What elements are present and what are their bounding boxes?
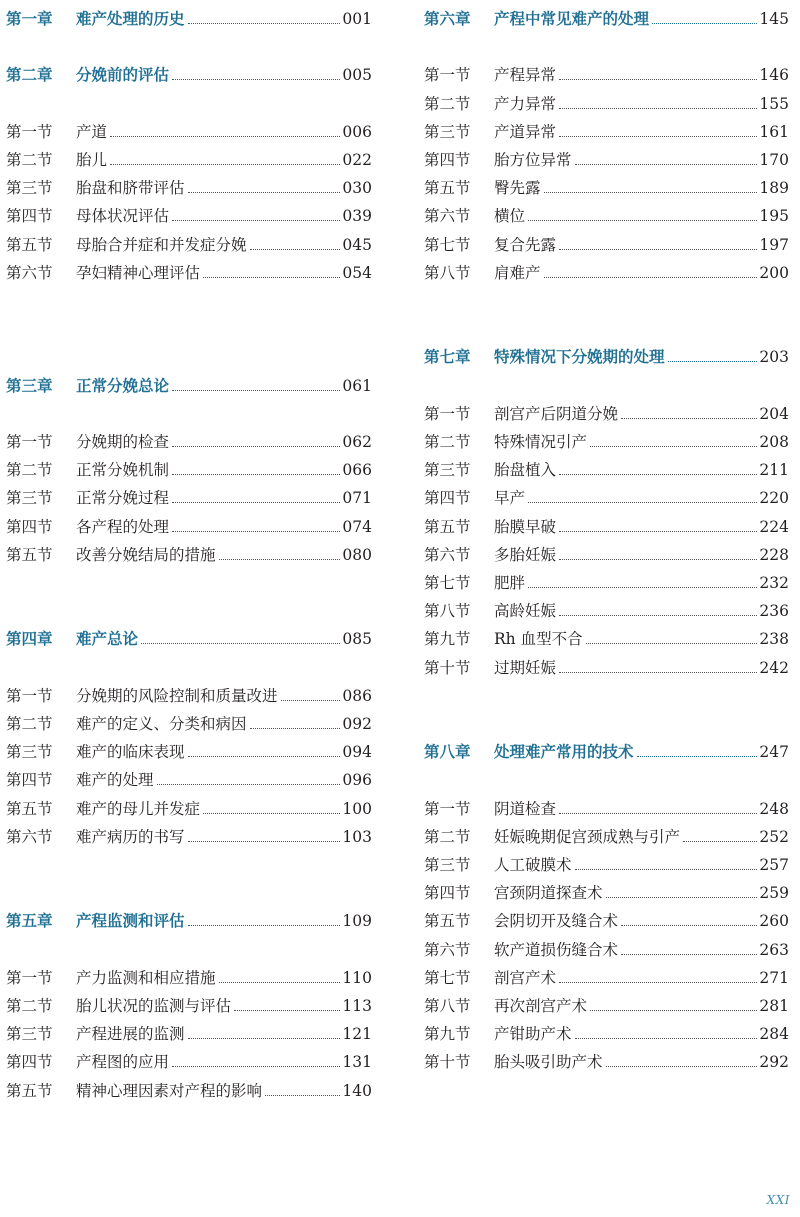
- dot-leader: [590, 446, 757, 447]
- page-number: 074: [342, 517, 372, 536]
- toc-section-entry: [6, 790, 372, 818]
- section-title: 难产的临床表现: [76, 743, 185, 762]
- section-title: 肩难产: [494, 263, 541, 282]
- toc-section-entry: [6, 197, 372, 225]
- section-number: 第八节: [424, 263, 471, 282]
- toc-section-entry: [424, 987, 789, 1015]
- chapter-title: 难产总论: [76, 629, 139, 649]
- section-title: 分娩期的检查: [76, 433, 170, 451]
- section-title: 肥胖: [494, 574, 526, 592]
- toc-section-entry: [424, 141, 789, 169]
- toc-section-entry: [424, 902, 789, 930]
- toc-section-entry: [424, 790, 789, 818]
- section-title: 难产的母儿并发症: [76, 799, 201, 818]
- page-number: 096: [342, 771, 372, 790]
- dot-leader: [559, 672, 757, 673]
- toc-section-entry: [6, 733, 372, 761]
- chapter-number: 第六章: [424, 9, 471, 28]
- section-number: 第三节: [424, 856, 471, 874]
- page-number: 005: [342, 66, 372, 85]
- page-number: 086: [342, 686, 372, 705]
- chapter-number: 第三章: [6, 375, 53, 395]
- section-number: 第六节: [424, 545, 471, 564]
- section-number: 第三节: [424, 461, 471, 480]
- toc-section-entry: [6, 141, 372, 169]
- page-number: 203: [759, 348, 789, 367]
- section-title: 难产病历的书写: [76, 827, 185, 846]
- toc-section-entry: [424, 508, 789, 536]
- section-number: 第六节: [424, 207, 471, 226]
- page-number: 146: [759, 66, 789, 85]
- section-number: 第七节: [424, 968, 471, 987]
- section-number: 第五节: [424, 912, 471, 931]
- page-number: 113: [342, 997, 372, 1015]
- toc-section-entry: [6, 987, 372, 1015]
- toc-chapter-entry: [424, 338, 789, 366]
- chapter-title: 正常分娩总论: [76, 375, 170, 395]
- page-number: 085: [342, 630, 372, 649]
- section-title: 产道: [76, 122, 108, 141]
- section-title: 难产的处理: [76, 771, 154, 790]
- toc-section-entry: [424, 592, 789, 620]
- dot-leader: [559, 559, 757, 560]
- section-number: 第八节: [424, 997, 471, 1015]
- page-number: 110: [342, 968, 372, 987]
- page-number: 263: [759, 940, 789, 959]
- chapter-number: 第一章: [6, 9, 53, 28]
- page-number: 220: [759, 489, 789, 508]
- page-number: 228: [759, 545, 789, 564]
- dot-leader: [110, 164, 340, 165]
- page-number: 292: [759, 1053, 789, 1072]
- section-title: 胎盘植入: [494, 461, 557, 480]
- section-title: 精神心理因素对产程的影响: [76, 1081, 263, 1100]
- chapter-title: 处理难产常用的技术: [494, 742, 634, 762]
- dot-leader: [559, 79, 757, 80]
- section-number: 第六节: [6, 263, 53, 282]
- toc-section-entry: [6, 1072, 372, 1100]
- page-number: 001: [342, 10, 372, 28]
- chapter-number: 第八章: [424, 742, 471, 762]
- section-title: 难产的定义、分类和病因: [76, 715, 247, 733]
- page-number: 170: [759, 151, 789, 169]
- toc-section-entry: [6, 1015, 372, 1043]
- toc-section-entry: [424, 818, 789, 846]
- dot-leader: [188, 756, 341, 757]
- section-title: 过期妊娠: [494, 658, 557, 677]
- page-number: 066: [342, 461, 372, 480]
- toc-section-entry: [6, 818, 372, 846]
- section-title: 高龄妊娠: [494, 602, 557, 621]
- section-title: 胎头吸引助产术: [494, 1053, 603, 1072]
- section-title: 胎儿: [76, 151, 108, 169]
- section-number: 第四节: [6, 517, 53, 536]
- page-number: 248: [759, 799, 789, 818]
- section-number: 第二节: [424, 827, 471, 846]
- section-title: 母体状况评估: [76, 207, 170, 226]
- dot-leader: [668, 361, 758, 362]
- page-number: 054: [342, 263, 372, 282]
- toc-section-entry: [424, 874, 789, 902]
- dot-leader: [188, 192, 341, 193]
- toc-chapter-entry: [6, 56, 372, 84]
- dot-leader: [528, 587, 757, 588]
- section-number: 第六节: [6, 827, 53, 846]
- section-title: 各产程的处理: [76, 517, 170, 536]
- section-title: 多胎妊娠: [494, 545, 557, 564]
- section-number: 第三节: [6, 1025, 53, 1044]
- section-title: 特殊情况引产: [494, 433, 588, 451]
- page-number: 189: [759, 179, 789, 198]
- page-number: 062: [342, 433, 372, 451]
- dot-leader: [606, 897, 758, 898]
- toc-section-entry: [424, 395, 789, 423]
- dot-leader: [172, 390, 340, 391]
- section-number: 第十节: [424, 1053, 471, 1072]
- dot-leader: [621, 954, 757, 955]
- toc-section-entry: [424, 197, 789, 225]
- toc-section-entry: [6, 169, 372, 197]
- dot-leader: [559, 813, 757, 814]
- dot-leader: [559, 615, 757, 616]
- section-title: 产程图的应用: [76, 1053, 170, 1072]
- dot-leader: [203, 813, 340, 814]
- dot-leader: [652, 23, 757, 24]
- page-number: 061: [342, 376, 372, 395]
- chapter-title: 特殊情况下分娩期的处理: [494, 347, 665, 367]
- page-number: 247: [759, 743, 789, 762]
- toc-chapter-entry: [6, 620, 372, 648]
- toc-section-entry: [424, 536, 789, 564]
- toc-section-entry: [424, 85, 789, 113]
- section-number: 第五节: [424, 179, 471, 198]
- page-number: 271: [759, 968, 789, 987]
- page-number: 045: [342, 235, 372, 254]
- dot-leader: [172, 79, 340, 80]
- page-number: 252: [759, 827, 789, 846]
- toc-chapter-entry: [6, 367, 372, 395]
- dot-leader: [528, 220, 757, 221]
- section-number: 第四节: [424, 884, 471, 903]
- section-title: 正常分娩机制: [76, 461, 170, 480]
- dot-leader: [606, 1066, 758, 1067]
- dot-leader: [559, 531, 757, 532]
- dot-leader: [219, 559, 341, 560]
- dot-leader: [172, 531, 340, 532]
- page-number: 161: [759, 122, 789, 141]
- page-number: 195: [759, 207, 789, 226]
- section-title: 妊娠晚期促宫颈成熟与引产: [494, 827, 681, 846]
- dot-leader: [172, 446, 340, 447]
- dot-leader: [188, 23, 341, 24]
- page-number: 094: [342, 743, 372, 762]
- section-number: 第七节: [424, 235, 471, 254]
- page-number: 092: [342, 715, 372, 733]
- page-number: 121: [342, 1025, 372, 1044]
- section-title: 复合先露: [494, 235, 557, 254]
- page-number: 071: [342, 489, 372, 508]
- toc-section-entry: [424, 169, 789, 197]
- chapter-number: 第二章: [6, 65, 53, 85]
- section-title: 胎盘和脐带评估: [76, 179, 185, 198]
- section-number: 第三节: [424, 122, 471, 141]
- toc-section-entry: [424, 1015, 789, 1043]
- section-number: 第二节: [424, 433, 471, 451]
- chapter-title: 分娩前的评估: [76, 65, 170, 85]
- dot-leader: [157, 784, 341, 785]
- dot-leader: [544, 192, 758, 193]
- chapter-title: 产程中常见难产的处理: [494, 9, 650, 28]
- toc-chapter-entry: [6, 902, 372, 930]
- page-number: 224: [759, 517, 789, 536]
- dot-leader: [234, 1010, 340, 1011]
- section-number: 第五节: [6, 1081, 53, 1100]
- toc-section-entry: [424, 226, 789, 254]
- dot-leader: [621, 418, 757, 419]
- dot-leader: [559, 108, 757, 109]
- section-title: 产程异常: [494, 66, 557, 85]
- dot-leader: [528, 502, 757, 503]
- toc-chapter-entry: [424, 733, 789, 761]
- page-number: 200: [759, 263, 789, 282]
- dot-leader: [188, 925, 341, 926]
- section-number: 第四节: [6, 1053, 53, 1072]
- chapter-number: 第五章: [6, 911, 53, 931]
- toc-section-entry: [6, 226, 372, 254]
- chapter-title: 产程监测和评估: [76, 911, 185, 931]
- page-folio: XXI: [766, 1193, 790, 1207]
- chapter-number: 第七章: [424, 347, 471, 367]
- toc-section-entry: [424, 846, 789, 874]
- page-number: 109: [342, 912, 372, 931]
- section-title: 产道异常: [494, 122, 557, 141]
- page-number: 131: [342, 1053, 372, 1072]
- section-title: 产钳助产术: [494, 1025, 572, 1044]
- section-title: 剖宫产术: [494, 968, 557, 987]
- section-number: 第六节: [424, 940, 471, 959]
- page-number: 140: [342, 1081, 372, 1100]
- dot-leader: [621, 925, 757, 926]
- page-number: 259: [759, 884, 789, 903]
- dot-leader: [559, 136, 757, 137]
- toc-section-entry: [6, 479, 372, 507]
- toc-section-entry: [6, 536, 372, 564]
- section-number: 第十节: [424, 658, 471, 677]
- section-title: 胎儿状况的监测与评估: [76, 997, 232, 1015]
- toc-section-entry: [424, 959, 789, 987]
- dot-leader: [203, 277, 340, 278]
- dot-leader: [586, 643, 758, 644]
- toc-section-entry: [6, 1043, 372, 1071]
- section-number: 第五节: [6, 235, 53, 254]
- toc-chapter-entry: [424, 0, 789, 28]
- section-title: 会阴切开及缝合术: [494, 912, 619, 931]
- section-title: 孕妇精神心理评估: [76, 263, 201, 282]
- toc-section-entry: [6, 113, 372, 141]
- section-title: 软产道损伤缝合术: [494, 940, 619, 959]
- section-title: 产力监测和相应措施: [76, 968, 216, 987]
- chapter-number: 第四章: [6, 629, 53, 649]
- toc-section-entry: [6, 508, 372, 536]
- section-number: 第一节: [424, 404, 471, 423]
- page-number: 039: [342, 207, 372, 226]
- section-number: 第一节: [6, 122, 53, 141]
- dot-leader: [575, 869, 758, 870]
- section-title: Rh 血型不合: [494, 630, 583, 649]
- toc-section-entry: [424, 931, 789, 959]
- page-number: 022: [342, 151, 372, 169]
- toc-chapter-entry: [6, 0, 372, 28]
- dot-leader: [172, 220, 340, 221]
- page-number: 006: [342, 122, 372, 141]
- toc-section-entry: [424, 564, 789, 592]
- section-number: 第九节: [424, 1025, 471, 1044]
- section-title: 阴道检查: [494, 799, 557, 818]
- dot-leader: [575, 164, 758, 165]
- toc-section-entry: [6, 705, 372, 733]
- section-title: 胎膜早破: [494, 517, 557, 536]
- dot-leader: [559, 982, 757, 983]
- dot-leader: [141, 643, 340, 644]
- toc-section-entry: [424, 620, 789, 648]
- section-number: 第四节: [6, 771, 53, 790]
- section-number: 第三节: [6, 489, 53, 508]
- section-number: 第五节: [6, 799, 53, 818]
- dot-leader: [250, 728, 341, 729]
- section-number: 第二节: [6, 461, 53, 480]
- toc-section-entry: [424, 451, 789, 479]
- section-number: 第四节: [424, 489, 471, 508]
- page-number: 211: [759, 461, 789, 480]
- section-number: 第五节: [6, 545, 53, 564]
- page-number: 100: [342, 799, 372, 818]
- dot-leader: [172, 474, 340, 475]
- toc-section-entry: [424, 1043, 789, 1071]
- dot-leader: [575, 1038, 758, 1039]
- dot-leader: [559, 474, 757, 475]
- section-number: 第八节: [424, 602, 471, 621]
- toc-section-entry: [6, 677, 372, 705]
- section-title: 横位: [494, 207, 526, 226]
- section-number: 第一节: [424, 66, 471, 85]
- section-number: 第一节: [6, 968, 53, 987]
- page-number: 145: [759, 10, 789, 28]
- dot-leader: [281, 700, 341, 701]
- section-title: 产力异常: [494, 94, 557, 113]
- page-number: 208: [759, 433, 789, 451]
- toc-section-entry: [424, 56, 789, 84]
- dot-leader: [188, 841, 341, 842]
- toc-section-entry: [424, 113, 789, 141]
- page-number: 030: [342, 179, 372, 198]
- section-number: 第一节: [6, 686, 53, 705]
- page-number: 204: [759, 404, 789, 423]
- dot-leader: [559, 249, 757, 250]
- toc-section-entry: [424, 423, 789, 451]
- page-number: 281: [759, 997, 789, 1015]
- section-number: 第二节: [424, 94, 471, 113]
- section-title: 正常分娩过程: [76, 489, 170, 508]
- dot-leader: [172, 502, 340, 503]
- toc-section-entry: [6, 761, 372, 789]
- section-number: 第二节: [6, 151, 53, 169]
- section-title: 母胎合并症和并发症分娩: [76, 235, 247, 254]
- dot-leader: [219, 982, 341, 983]
- section-title: 改善分娩结局的措施: [76, 545, 216, 564]
- section-number: 第三节: [6, 743, 53, 762]
- dot-leader: [172, 1066, 340, 1067]
- section-number: 第四节: [6, 207, 53, 226]
- chapter-title: 难产处理的历史: [76, 9, 185, 28]
- page-number: 238: [759, 630, 789, 649]
- toc-section-entry: [6, 959, 372, 987]
- dot-leader: [544, 277, 758, 278]
- dot-leader: [250, 249, 341, 250]
- section-number: 第四节: [424, 151, 471, 169]
- section-number: 第七节: [424, 574, 471, 592]
- section-number: 第三节: [6, 179, 53, 198]
- section-number: 第二节: [6, 997, 53, 1015]
- section-title: 分娩期的风险控制和质量改进: [76, 686, 278, 705]
- dot-leader: [590, 1010, 757, 1011]
- section-title: 早产: [494, 489, 526, 508]
- section-number: 第九节: [424, 630, 471, 649]
- toc-section-entry: [424, 254, 789, 282]
- toc-section-entry: [424, 479, 789, 507]
- section-title: 剖宫产后阴道分娩: [494, 404, 619, 423]
- toc-section-entry: [424, 649, 789, 677]
- page-number: 242: [759, 658, 789, 677]
- toc-section-entry: [6, 423, 372, 451]
- dot-leader: [188, 1038, 341, 1039]
- dot-leader: [637, 756, 758, 757]
- section-title: 臀先露: [494, 179, 541, 198]
- dot-leader: [683, 841, 757, 842]
- section-title: 宫颈阴道探查术: [494, 884, 603, 903]
- section-title: 人工破膜术: [494, 856, 572, 874]
- section-title: 胎方位异常: [494, 151, 572, 169]
- section-number: 第二节: [6, 715, 53, 733]
- section-number: 第一节: [6, 433, 53, 451]
- page-number: 284: [759, 1025, 789, 1044]
- page-number: 260: [759, 912, 789, 931]
- toc-section-entry: [6, 254, 372, 282]
- page-number: 257: [759, 856, 789, 874]
- page-number: 197: [759, 235, 789, 254]
- dot-leader: [265, 1095, 340, 1096]
- page-number: 080: [342, 545, 372, 564]
- section-number: 第一节: [424, 799, 471, 818]
- section-title: 产程进展的监测: [76, 1025, 185, 1044]
- dot-leader: [110, 136, 340, 137]
- page-number: 232: [759, 574, 789, 592]
- toc-section-entry: [6, 451, 372, 479]
- page-number: 236: [759, 602, 789, 621]
- section-number: 第五节: [424, 517, 471, 536]
- section-title: 再次剖宫产术: [494, 997, 588, 1015]
- page-number: 103: [342, 827, 372, 846]
- page-number: 155: [759, 94, 789, 113]
